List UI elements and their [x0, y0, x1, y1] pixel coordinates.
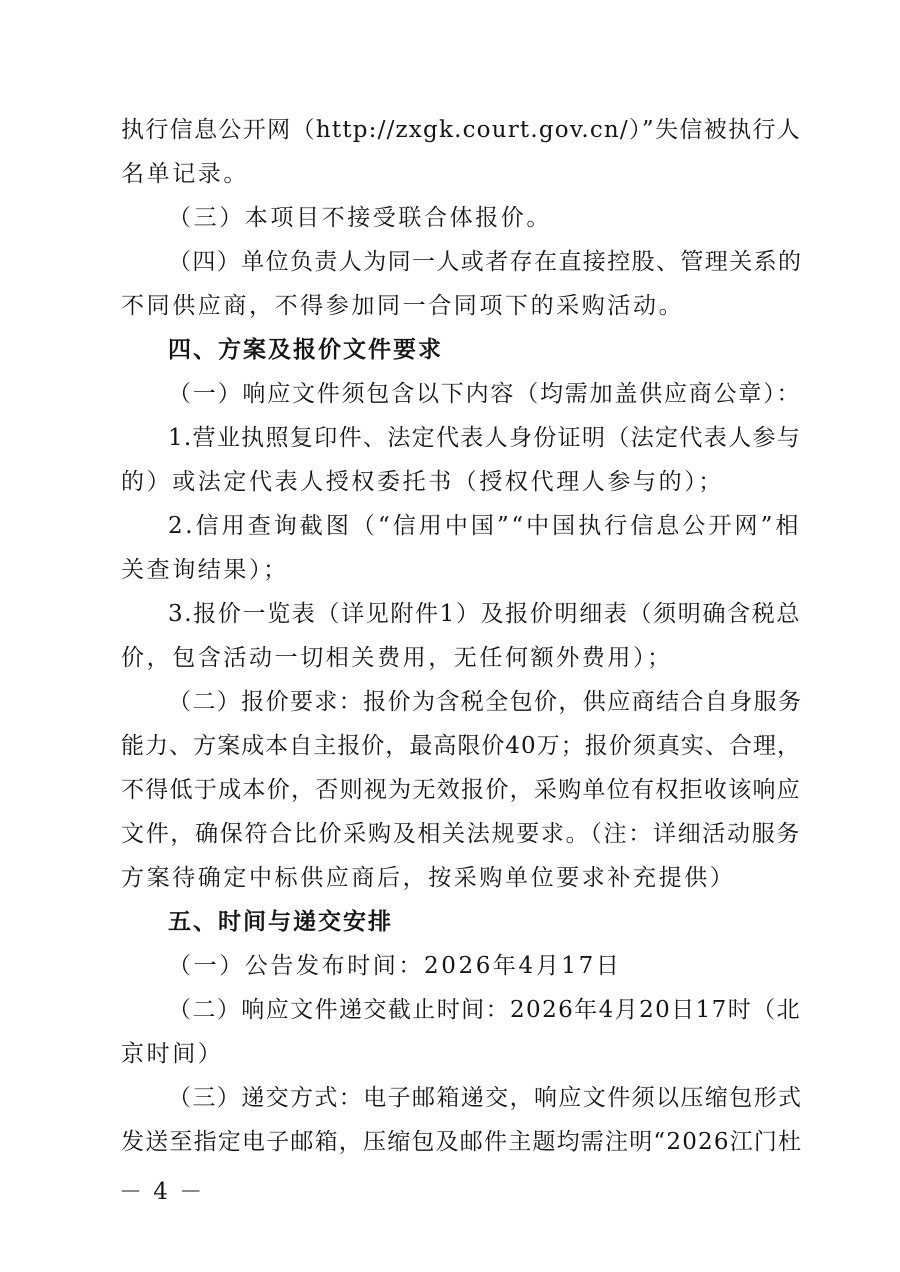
- body-line-23: （三）递交方式：电子邮箱递交，响应文件须以压缩包形式: [168, 1085, 803, 1111]
- body-line-18: 方案待确定中标供应商后，按采购单位要求补充提供）: [121, 865, 736, 891]
- body-line-15: 能力、方案成本自主报价，最高限价40万；报价须真实、合理，: [121, 733, 801, 759]
- body-line-10: 2.信用查询截图（“信用中国”“中国执行信息公开网”相: [168, 513, 801, 539]
- body-line-4: （四）单位负责人为同一人或者存在直接控股、管理关系的: [168, 249, 803, 275]
- body-line-1: 执行信息公开网（http://zxgk.court.gov.cn/）”失信被执行人: [121, 117, 801, 143]
- body-line-16: 不得低于成本价，否则视为无效报价，采购单位有权拒收该响应: [121, 777, 801, 803]
- body-line-3: （三）本项目不接受联合体报价。: [168, 205, 552, 231]
- body-line-8: 1.营业执照复印件、法定代表人身份证明（法定代表人参与: [168, 425, 801, 451]
- body-line-12: 3.报价一览表（详见附件1）及报价明细表（须明确含税总: [168, 601, 801, 627]
- body-line-20: （一）公告发布时间：2026年4月17日: [168, 953, 622, 979]
- section-heading-5: 五、时间与递交安排: [168, 909, 393, 935]
- body-line-2: 名单记录。: [121, 161, 249, 187]
- body-line-17: 文件，确保符合比价采购及相关法规要求。（注：详细活动服务: [121, 821, 801, 847]
- body-line-13: 价，包含活动一切相关费用，无任何额外费用）；: [121, 645, 673, 671]
- body-line-5: 不同供应商，不得参加同一合同项下的采购活动。: [121, 293, 685, 319]
- body-line-7: （一）响应文件须包含以下内容（均需加盖供应商公章）：: [168, 381, 802, 407]
- body-line-22: 京时间）: [121, 1041, 224, 1067]
- section-heading-4: 四、方案及报价文件要求: [168, 337, 443, 363]
- body-line-21: （二）响应文件递交截止时间：2026年4月20日17时（北: [168, 997, 801, 1023]
- body-line-9: 的）或法定代表人授权委托书（授权代理人参与的）；: [121, 469, 724, 495]
- body-line-11: 关查询结果）；: [121, 557, 289, 583]
- body-line-24: 发送至指定电子邮箱，压缩包及邮件主题均需注明“2026江门杜: [121, 1129, 803, 1155]
- page-number: － 4 －: [119, 1179, 205, 1205]
- body-line-14: （二）报价要求：报价为含税全包价，供应商结合自身服务: [168, 689, 803, 715]
